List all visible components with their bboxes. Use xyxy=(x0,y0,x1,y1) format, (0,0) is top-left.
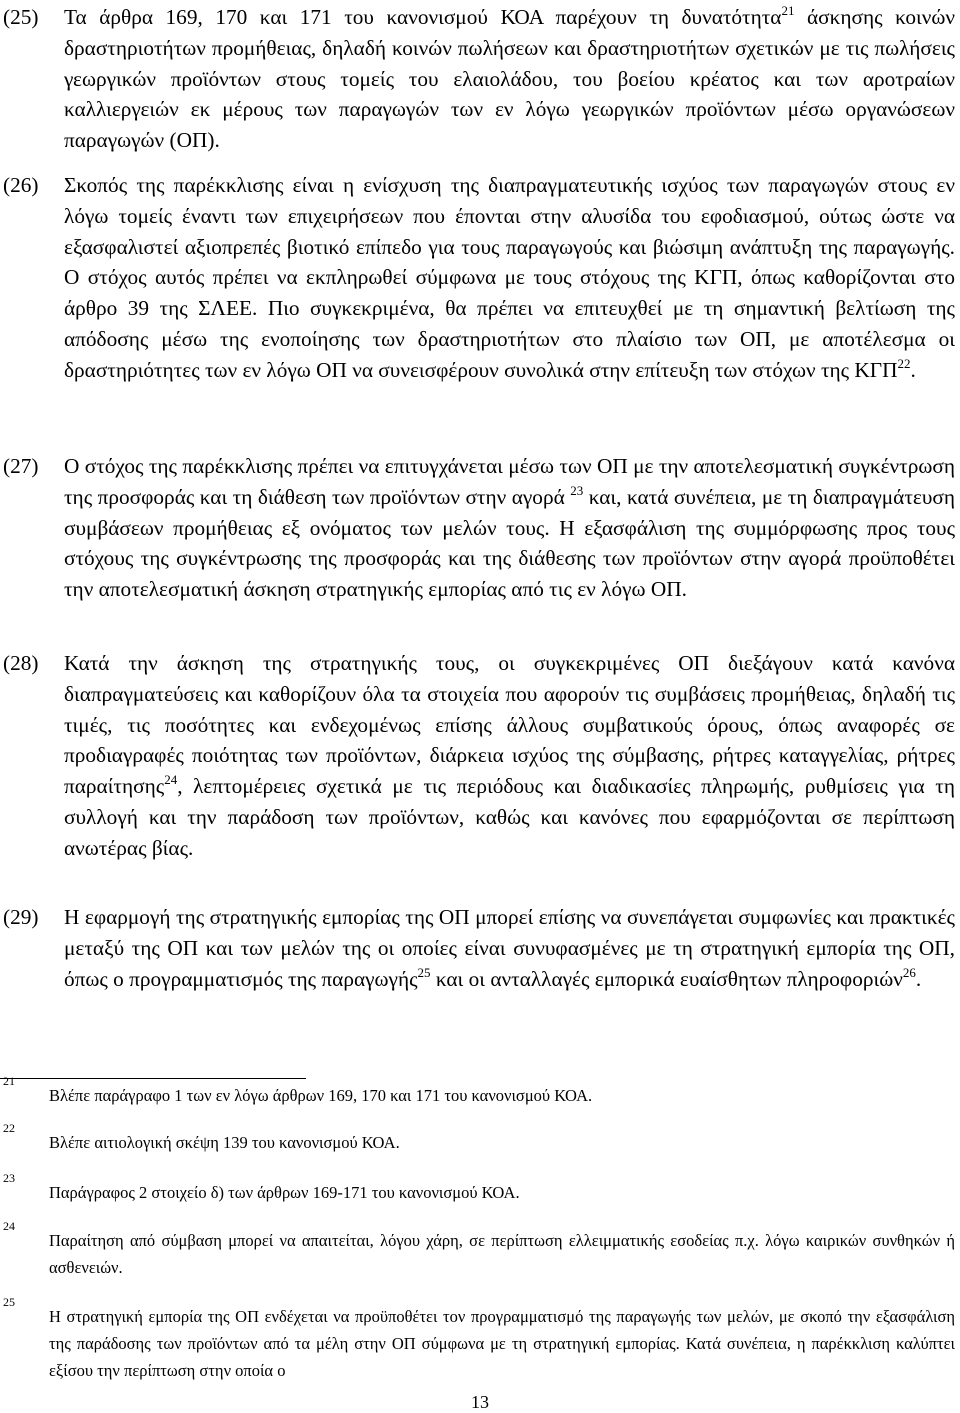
paragraph-number: (25) xyxy=(3,5,39,29)
paragraph-number: (27) xyxy=(3,454,39,478)
footnote-text: Βλέπε παράγραφο 1 των εν λόγω άρθρων 169, 170 και 171 του κανονισμού ΚΟΑ. xyxy=(49,1086,593,1105)
footnote-ref: 26 xyxy=(902,964,916,980)
footnote-number: 24 xyxy=(3,1219,15,1233)
footnote-ref: 22 xyxy=(897,355,911,371)
footnote-number: 21 xyxy=(3,1074,15,1088)
footnote-22 xyxy=(0,1121,955,1156)
footnote-text: Βλέπε αιτιολογική σκέψη 139 του κανονισμού ΚΟΑ. xyxy=(49,1133,400,1152)
paragraph-text: Σκοπός της παρέκκλισης είναι η ενίσχυση της διαπραγματευτικής ισχύος των παραγωγών στους εν λόγω τομείς έναντι των επιχειρήσεων που έπονται στην αλυσίδα του εφοδιασμού, ούτως ώστε να εξασφαλιστεί αξιοπρεπές βιοτικό επίπεδο για τους παραγωγούς και βιώσιμη ανάπτυξη της παραγωγής. Ο στόχος αυτός πρέπει να εκπληρωθεί σύμφωνα με τους στόχους της ΚΓΠ, όπως καθορίζονται στο άρθρο 39 της ΣΛΕΕ. Πιο συγκεκριμένα, θα πρέπει να επιτευχθεί με τη σημαντική βελτίωση της απόδοσης μέσω της ενοποίησης των δραστηριοτήτων στο πλαίσιο των ΟΠ, με αποτέλεσμα οι δραστηριότητες των εν λόγω ΟΠ να συνεισφέρουν συνολικά στην επίτευξη των στόχων της ΚΓΠ$^{22}$. xyxy=(64,173,955,382)
footnote-24 xyxy=(0,1219,955,1281)
paragraph-28 xyxy=(0,648,955,864)
paragraph-number: (29) xyxy=(3,905,39,929)
paragraph-29 xyxy=(0,902,955,994)
footnote-21 xyxy=(0,1074,955,1109)
paragraph-text: Τα άρθρα 169, 170 και 171 του κανονισμού ΚΟΑ παρέχουν τη δυνατότητα$^{21}$ άσκησης κοινών δραστηριοτήτων προμήθειας, δηλαδή κοινών πωλήσεων και δραστηριοτήτων σχετικών με τις πωλήσεις γεωργικών προϊόντων στους τομείς του ελαιολάδου, του βοείου κρέατος και των αροτραίων καλλιεργειών εκ μέρους των παραγωγών των εν λόγω γεωργικών προϊόντων μέσω οργανώσεων παραγωγών (ΟΠ). xyxy=(64,3,955,153)
paragraph-number: (26) xyxy=(3,173,39,197)
footnote-number: 25 xyxy=(3,1295,15,1309)
footnote-ref: 23 xyxy=(570,482,584,498)
paragraph-26 xyxy=(0,170,955,386)
paragraph-text: Η εφαρμογή της στρατηγικής εμπορίας της ΟΠ μπορεί επίσης να συνεπάγεται συμφωνίες και πρακτικές μεταξύ της ΟΠ και των μελών της οι οποίες είναι συνυφασμένες με τη στρατηγική εμπορία της ΟΠ, όπως ο προγραμματισμός της παραγωγής$^{25}$ και οι ανταλλαγές εμπορικά ευαίσθητων πληροφοριών$^{26}$. xyxy=(64,905,955,991)
paragraph-number: (28) xyxy=(3,651,39,675)
footnote-ref: 21 xyxy=(781,3,795,18)
paragraph-25 xyxy=(0,2,955,156)
footnote-text: Παραίτηση από σύμβαση μπορεί να απαιτείται, λόγου χάρη, σε περίπτωση ελλειμματικής εσοδείας π.χ. λόγω καιρικών συνθηκών ή ασθενειών. xyxy=(49,1231,955,1277)
paragraph-text: Κατά την άσκηση της στρατηγικής τους, οι συγκεκριμένες ΟΠ διεξάγουν κατά κανόνα διαπραγματεύσεις και καθορίζουν όλα τα στοιχεία που αφορούν τις συμβάσεις προμήθειας, δηλαδή τις τιμές, τις ποσότητες και ενδεχομένως επίσης άλλους συμβατικούς όρους, όπως αναφορές σε προδιαγραφές ποιότητας των προϊόντων, διάρκεια ισχύος της σύμβασης, ρήτρες καταγγελίας, ρήτρες παραίτησης$^{24}$, λεπτομέρειες σχετικά με τις περιόδους και διαδικασίες πληρωμής, ρυθμίσεις για τη συλλογή και την παράδοση των προϊόντων, καθώς και κανόνες που εφαρμόζονται σε περίπτωση ανωτέρας βίας. xyxy=(64,651,955,860)
footnote-ref: 24 xyxy=(164,772,178,788)
footnote-text: Παράγραφος 2 στοιχείο δ) των άρθρων 169-171 του κανονισμού ΚΟΑ. xyxy=(49,1183,520,1202)
footnote-25 xyxy=(0,1295,955,1384)
paragraph-text: Ο στόχος της παρέκκλισης πρέπει να επιτυγχάνεται μέσω των ΟΠ με την αποτελεσματική συγκέντρωση της προσφοράς και τη διάθεση των προϊόντων στην αγορά $^{23}$ και, κατά συνέπεια, με τη διαπραγμάτευση συμβάσεων προμήθειας εξ ονόματος των μελών τους. Η εξασφάλιση της συμμόρφωσης προς τους στόχους της συγκέντρωσης της προσφοράς και της διάθεσης των προϊόντων στην αγορά προϋποθέτει την αποτελεσματική άσκηση στρατηγικής εμπορίας από τις εν λόγω ΟΠ. xyxy=(64,454,955,602)
paragraph-27 xyxy=(0,451,955,605)
page-number: 13 xyxy=(471,1392,489,1412)
footnote-ref: 25 xyxy=(417,964,431,980)
footnote-23 xyxy=(0,1171,955,1206)
footnote-number: 22 xyxy=(3,1121,15,1135)
footnote-text: Η στρατηγική εμπορία της ΟΠ ενδέχεται να προϋποθέτει τον προγραμματισμό της παραγωγής των μελών, με σκοπό την εξασφάλιση της παράδοσης των προϊόντων από τα μέλη στην ΟΠ σύμφωνα με τη στρατηγική εμπορίας. Κατά συνέπεια, η παρέκκλιση καλύπτει εξίσου την περίπτωση στην οποία ο xyxy=(49,1307,955,1380)
footnote-number: 23 xyxy=(3,1171,15,1185)
